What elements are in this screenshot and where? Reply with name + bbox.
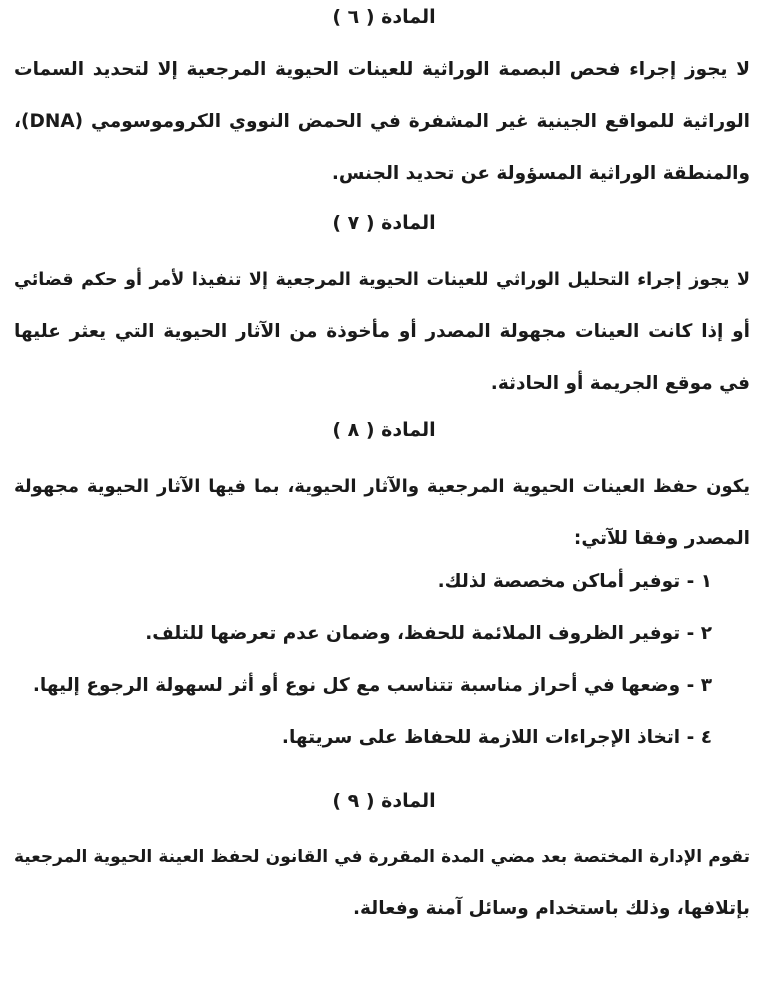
- article-9-title: المادة ( ٩ ): [332, 790, 436, 812]
- article-8-title: المادة ( ٨ ): [332, 419, 436, 441]
- article-7-body: [14, 254, 750, 410]
- article-8-line-2: المصدر وفقا للآتي:: [573, 528, 750, 549]
- article-7-line-3: في موقع الجريمة أو الحادثة.: [490, 373, 750, 394]
- article-7-line-1: لا يجوز إجراء التحليل الوراثي للعينات الحيوية المرجعية إلا تنفيذا لأمر أو حكم قضائي: [14, 270, 750, 290]
- article-7-title: المادة ( ٧ ): [332, 212, 436, 234]
- list-item: ٤ - اتخاذ الإجراءات اللازمة للحفاظ على سريتها.: [281, 727, 712, 748]
- article-8-body: [14, 461, 750, 565]
- article-6-line-1: لا يجوز إجراء فحص البصمة الوراثية للعينات الحيوية المرجعية إلا لتحديد السمات: [14, 59, 750, 80]
- article-6-line-3: والمنطقة الوراثية المسؤولة عن تحديد الجنس.: [331, 163, 750, 184]
- article-6-title: المادة ( ٦ ): [332, 6, 436, 28]
- article-9-body: [14, 831, 750, 935]
- list-item: ١ - توفير أماكن مخصصة لذلك.: [437, 571, 712, 592]
- list-item: ٢ - توفير الظروف الملائمة للحفظ، وضمان عدم تعرضها للتلف.: [145, 623, 712, 644]
- article-8-line-1: يكون حفظ العينات الحيوية المرجعية والآثار الحيوية، بما فيها الآثار الحيوية مجهولة: [14, 476, 750, 497]
- article-8-list: [14, 556, 750, 764]
- list-item: ٣ - وضعها في أحراز مناسبة تتناسب مع كل نوع أو أثر لسهولة الرجوع إليها.: [32, 675, 712, 696]
- article-6-line-2: الوراثية للمواقع الجينية غير المشفرة في الحمض النووي الكروموسومي (DNA)،: [14, 111, 750, 132]
- article-9-line-1: تقوم الإدارة المختصة بعد مضي المدة المقررة في القانون لحفظ العينة الحيوية المرجعية: [14, 847, 750, 867]
- article-9-line-2: بإتلافها، وذلك باستخدام وسائل آمنة وفعالة.: [353, 898, 750, 919]
- article-7-line-2: أو إذا كانت العينات مجهولة المصدر أو مأخوذة من الآثار الحيوية التي يعثر عليها: [14, 321, 750, 342]
- article-6-body: [14, 44, 750, 200]
